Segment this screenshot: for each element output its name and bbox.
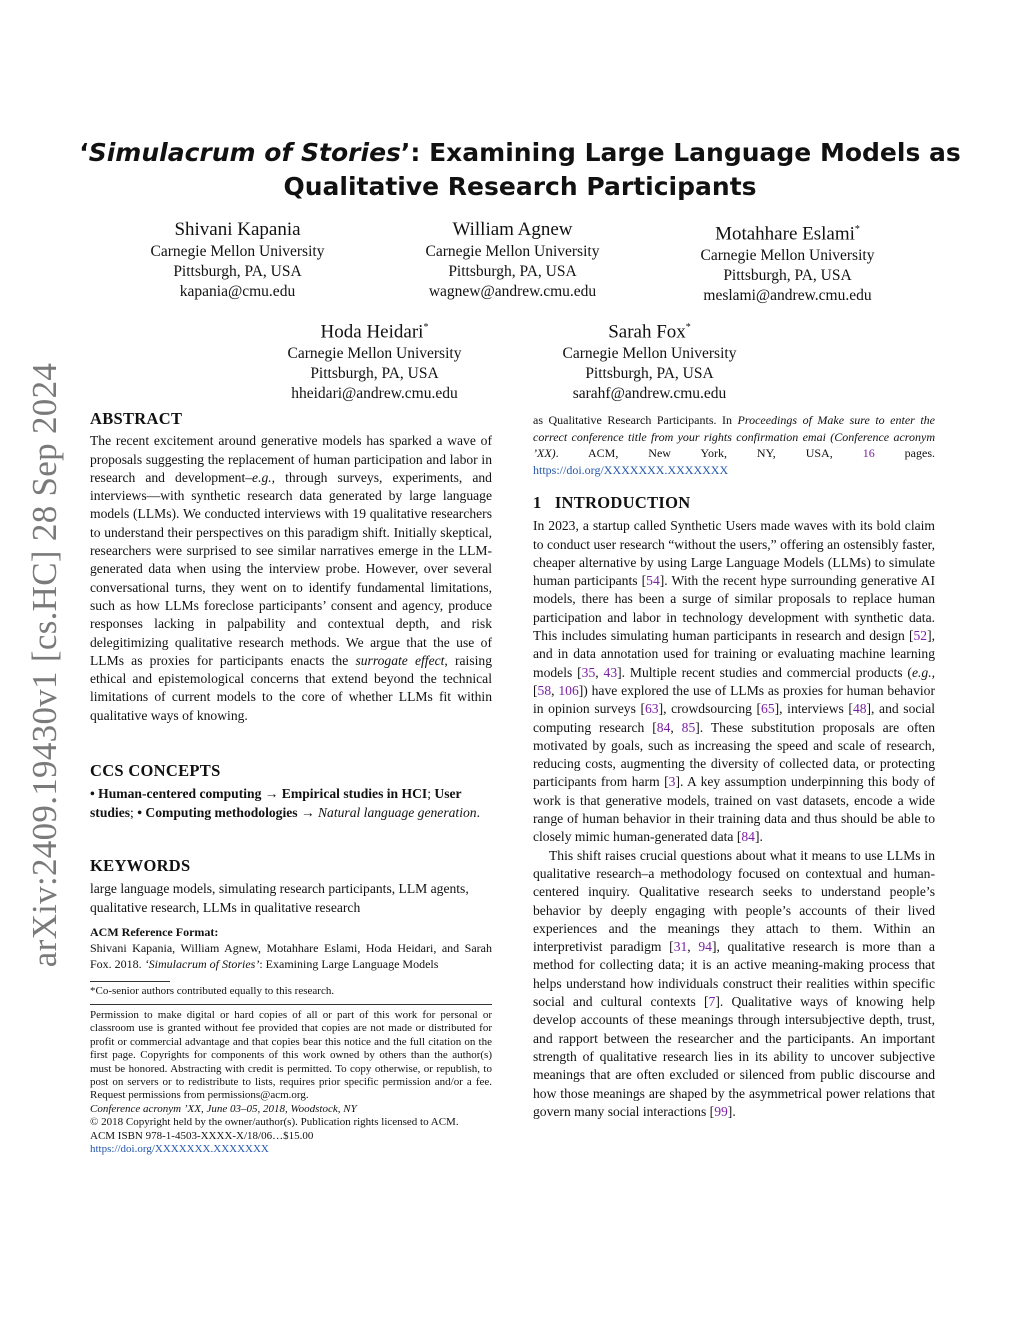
citation[interactable]: 106 [558,682,579,698]
author-location: Pittsburgh, PA, USA [173,263,302,280]
permission-rule [90,1004,492,1005]
citation[interactable]: 31 [673,939,688,955]
citation[interactable]: 3 [668,774,676,790]
doi-link[interactable]: https://doi.org/XXXXXXX.XXXXXXX [90,1143,269,1156]
author-affiliation: Carnegie Mellon University [287,345,462,363]
keywords-text: large language models, simulating research participants, LLM agents, qualitative research, LLMs in qualitative research [90,881,469,915]
acm-ref-heading: ACM Reference Format: [90,925,219,939]
citation[interactable]: 84 [741,829,755,845]
acm-reference [90,924,492,972]
title-rest: : Examining Large Language Models as Qualitative Research Participants [283,138,961,201]
author-name: Motahhare Eslami* [715,223,860,245]
permission-text: Permission to make digital or hard copies of all or part of this work for personal or classroom use is granted without fee provided that copies are not made or distributed for profit or commercial advantage and that copies bear this notice and the full citation on the first page. Copyrights for components of this work owned by others than the author(s) must be honored. Abstracting with credit is permitted. To copy otherwise, or republish, to post on servers or to redistribute to lists, requires prior specific permission and/or a fee. Request permissions from permissions@acm.org. [90,1009,492,1102]
abstract-section [90,410,492,725]
author-location: Pittsburgh, PA, USA [448,263,577,280]
author-name: Sarah Fox* [608,321,691,343]
citation[interactable]: 65 [761,701,775,717]
footnote: *Co-senior authors contributed equally to this research. [90,985,335,997]
paper-title: ‘Simulacrum of Stories’: Examining Large Language Models as Qualitative Research Participants [79,138,961,201]
author-block [120,218,355,302]
keywords-section [90,857,492,917]
citation[interactable]: 58 [537,682,552,698]
citation[interactable]: 7 [708,994,716,1010]
copyright-line: © 2018 Copyright held by the owner/author(s). Publication rights licensed to ACM. [90,1116,459,1129]
author-location: Pittsburgh, PA, USA [585,365,714,383]
footnote-rule [90,981,170,982]
citation[interactable]: 63 [645,701,659,717]
introduction-section [533,494,935,1121]
title-italic: Simulacrum of Stories [88,138,401,167]
author-name: William Agnew [452,219,573,240]
acm-ref-continued [533,412,935,478]
permission-block [90,1009,492,1156]
author-email: meslami@andrew.cmu.edu [703,287,872,305]
acm-ref-continued-text: as Qualitative Research Participants. In Proceedings of Make sure to enter the correct conference title from your rights confirmation emai (Conference acronym ’XX). ACM, New York, NY, USA, 16 pages. https://doi.org/XXXXXXX.XXXXXXX [533,413,935,477]
abstract-heading: ABSTRACT [90,409,183,428]
intro-paragraph-1: In 2023, a startup called Synthetic Users made waves with its bold claim to conduct user research “without the users,” offering an ostensibly faster, cheaper alternative by using Large Language Models (LLMs) to simulate human participants [54]. With the recent hype surrounding generative AI models, there has been a surge of similar proposals to replace human participation and labor in technology development with synthetic data. This includes simulating human participants in research and design [52], and in data annotation used for training or evaluating machine learning models [35, 43]. Multiple recent studies and commercial products (e.g., [58, 106]) have explored the use of LLMs as proxies for human behavior in opinion surveys [63], crowdsourcing [65], interviews [48], and social computing research [84, 85]. These substitution proposals are often motivated by goals, such as increasing the speed and scale of research, reducing costs, augmenting the diversity of collected data, or protecting participants from harm [3]. A key assumption underpinning this body of work is that generative models, trained on vast datasets, encode a wide range of human behavior in their training data and thus should be able to closely mimic human-generated data [84]. [533,518,936,845]
author-block [257,316,492,404]
author-email: sarahf@andrew.cmu.edu [572,385,727,403]
citation[interactable]: 84 [656,719,671,735]
abstract-text: The recent excitement around generative models has sparked a wave of proposals suggesting the replacement of human participation and labor in research and development–e.g., through surveys, experiments, and interviews—with synthetic research data generated by large language models (LLMs). We conducted interviews with 19 qualitative researchers to understand their perspectives on this paradigm shift. Initially skeptical, researchers were surprised to see similar narratives emerge in the LLM-generated data when using the interview probe. However, over several conversational turns, they went on to identify fundamental limitations, such as how LLMs foreclose participants’ consent and agency, produce responses lacking in palpability and contextual depth, and risk delegitimizing qualitative research methods. We argue that the use of LLMs as proxies for participants enacts the surrogate effect, raising ethical and epistemological concerns that extend beyond the technical limitations of current models to the core of whether LLMs fit within qualitative ways of knowing. [90,433,492,723]
author-affiliation: Carnegie Mellon University [150,243,325,260]
keywords-heading: KEYWORDS [90,856,191,875]
citation[interactable]: 94 [698,939,712,955]
author-name: Shivani Kapania [174,219,301,240]
citation[interactable]: 52 [913,628,928,644]
acm-ref-text: Shivani Kapania, William Agnew, Motahhare Eslami, Hoda Heidari, and Sarah Fox. 2018. ‘Simulacrum of Stories’: Examining Large Language Models [90,941,492,971]
author-block [532,316,767,404]
author-email: wagnew@andrew.cmu.edu [428,283,597,300]
citation[interactable]: 48 [852,701,867,717]
author-name: Hoda Heidari* [320,321,429,343]
conference-line: Conference acronym ’XX, June 03–05, 2018, Woodstock, NY [90,1102,357,1115]
citation[interactable]: 99 [714,1103,728,1119]
author-affiliation: Carnegie Mellon University [425,243,600,260]
ccs-section [90,762,492,822]
citation[interactable]: 54 [646,573,660,589]
author-email: kapania@cmu.edu [179,283,296,300]
author-location: Pittsburgh, PA, USA [723,267,852,285]
citation[interactable]: 43 [603,664,618,680]
author-email: hheidari@andrew.cmu.edu [291,385,458,403]
ccs-text: • Human-centered computing → Empirical studies in HCI; User studies; • Computing methodologies → Natural language generation. [90,786,480,820]
pages-link[interactable]: 16 [862,446,875,460]
author-block [395,218,630,302]
author-affiliation: Carnegie Mellon University [700,247,875,265]
arxiv-stamp: arXiv:2409.19430v1 [cs.HC] 28 Sep 2024 [25,362,64,968]
citation[interactable]: 35 [581,664,596,680]
author-affiliation: Carnegie Mellon University [562,345,737,363]
introduction-heading: 1 INTRODUCTION [533,493,691,512]
isbn-line: ACM ISBN 978-1-4503-XXXX-X/18/06…$15.00 [90,1129,314,1142]
acm-doi-link[interactable]: https://doi.org/XXXXXXX.XXXXXXX [533,462,729,477]
citation[interactable]: 85 [681,719,696,735]
intro-paragraph-2: This shift raises crucial questions about what it means to use LLMs in qualitative research–a methodology focused on contextual and human-centered inquiry. Qualitative research seeks to understand people’s behavior by deeply engaging with people’s accounts of their lived experiences and the meanings they attach to them. Within an interpretivist paradigm [31, 94], qualitative research is more than a method for collecting data; it is an active meaning-making process that helps understand how individuals construct their realities within specific social and cultural contexts [7]. Qualitative ways of knowing help develop accounts of these meanings through intersubjective depth, trust, and rapport between the researcher and the participants. An important strength of qualitative research lies in its ability to uncover subjective meanings that are often excluded or silenced from public discourse and how those meanings are shaped by the asymmetrical power relations that govern many social interactions [99]. [533,847,936,1119]
ccs-heading: CCS CONCEPTS [90,761,221,780]
author-location: Pittsburgh, PA, USA [310,365,439,383]
author-block [670,218,905,306]
